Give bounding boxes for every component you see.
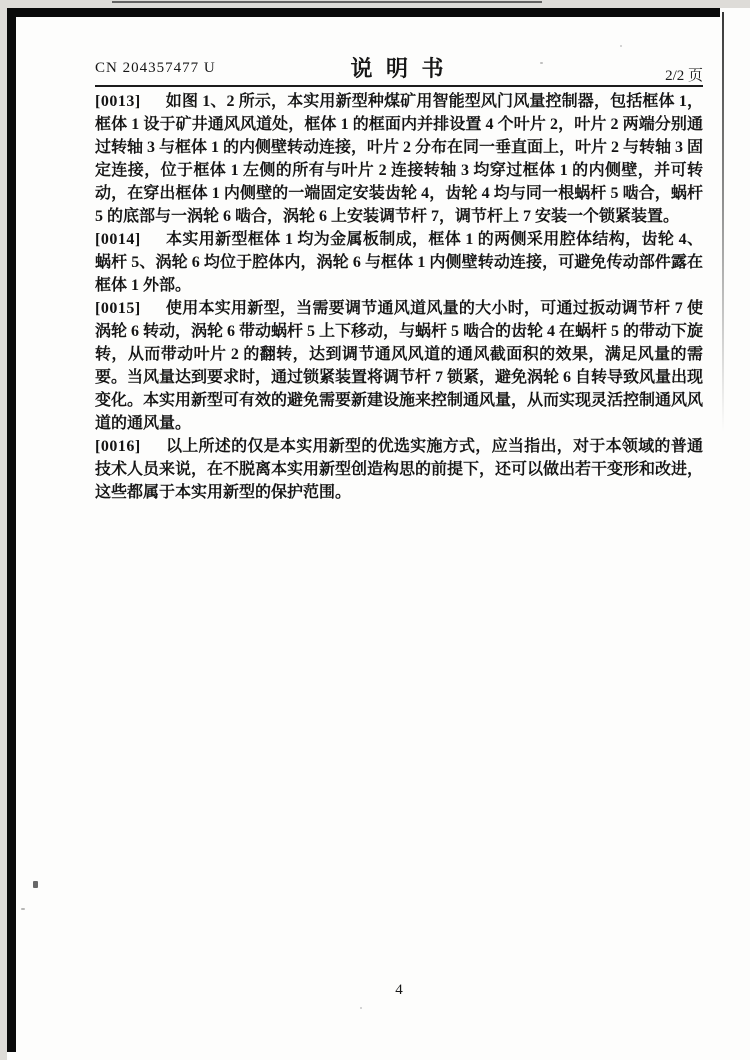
scan-border-left [7,8,16,1052]
scan-border-right [722,12,724,432]
header-rule [95,85,703,87]
paragraph-text: 以上所述的仅是本实用新型的优选实施方式，应当指出，对于本领域的普通技术人员来说，在不脱离本实用新型创造构思的前提下，还可以做出若干变形和改进，这些都属于本实用新型的保护范围。 [95,438,704,501]
scan-hairline [112,1,542,3]
paragraph-label: [0014] [95,231,141,248]
specification-body [95,90,703,504]
scan-speck [620,45,622,47]
paragraph-label: [0013] [95,93,141,110]
paragraph-text: 本实用新型框体 1 均为金属板制成，框体 1 的两侧采用腔体结构，齿轮 4、蜗杆 5、涡轮 6 均位于腔体内，涡轮 6 与框体 1 内侧壁转动连接，可避免传动部件露在框体 1 外部。 [95,231,703,294]
paragraph-0013 [95,90,703,228]
paragraph-0015 [95,297,703,435]
scan-speck [33,881,38,888]
page-number: 4 [395,982,403,998]
paragraph-0014 [95,228,703,297]
scan-speck [360,1007,362,1009]
scan-speck [21,908,25,910]
scan-border-top [8,8,720,17]
scan-edge-left [0,0,7,1060]
paragraph-text: 使用本实用新型，当需要调节通风道风量的大小时，可通过扳动调节杆 7 使涡轮 6 转动，涡轮 6 带动蜗杆 5 上下移动，与蜗杆 5 啮合的齿轮 4 在蜗杆 5 的带动下旋转，从而带动叶片 2 的翻转，达到调节通风风道的通风截面积的效果，满足风量的需要。当风量达到要求时，通过锁紧装置将调节杆 7 锁紧，避免涡轮 6 自转导致风量出现变化。本实用新型可有效的避免需要新建设施来控制通风量，从而实现灵活控制通风风道的通风量。 [95,300,704,432]
paragraph-0016 [95,435,703,504]
page-title: 说 明 书 [350,56,448,81]
paragraph-text: 如图 1、2 所示，本实用新型种煤矿用智能型风门风量控制器，包括框体 1，框体 1 设于矿井通风风道处，框体 1 的框面内并排设置 4 个叶片 2，叶片 2 两端分别通过转轴 3 与框体 1 的内侧壁转动连接，叶片 2 分布在同一垂直面上，叶片 2 与转轴 3 固定连接，位于框体 1 左侧的所有与叶片 2 连接转轴 3 均穿过框体 1 的内侧壁，并可转动，在穿出框体 1 内侧壁的一端固定安装齿轮 4，齿轮 4 均与同一根蜗杆 5 啮合，蜗杆 5 的底部与一涡轮 6 啮合，涡轮 6 上安装调节杆 7，调节杆上 7 安装一个锁紧装置。 [95,93,704,225]
page-indicator: 2/2 页 [665,68,703,84]
paragraph-label: [0016] [95,438,141,455]
paragraph-label: [0015] [95,300,141,317]
document-number: CN 204357477 U [95,60,216,76]
